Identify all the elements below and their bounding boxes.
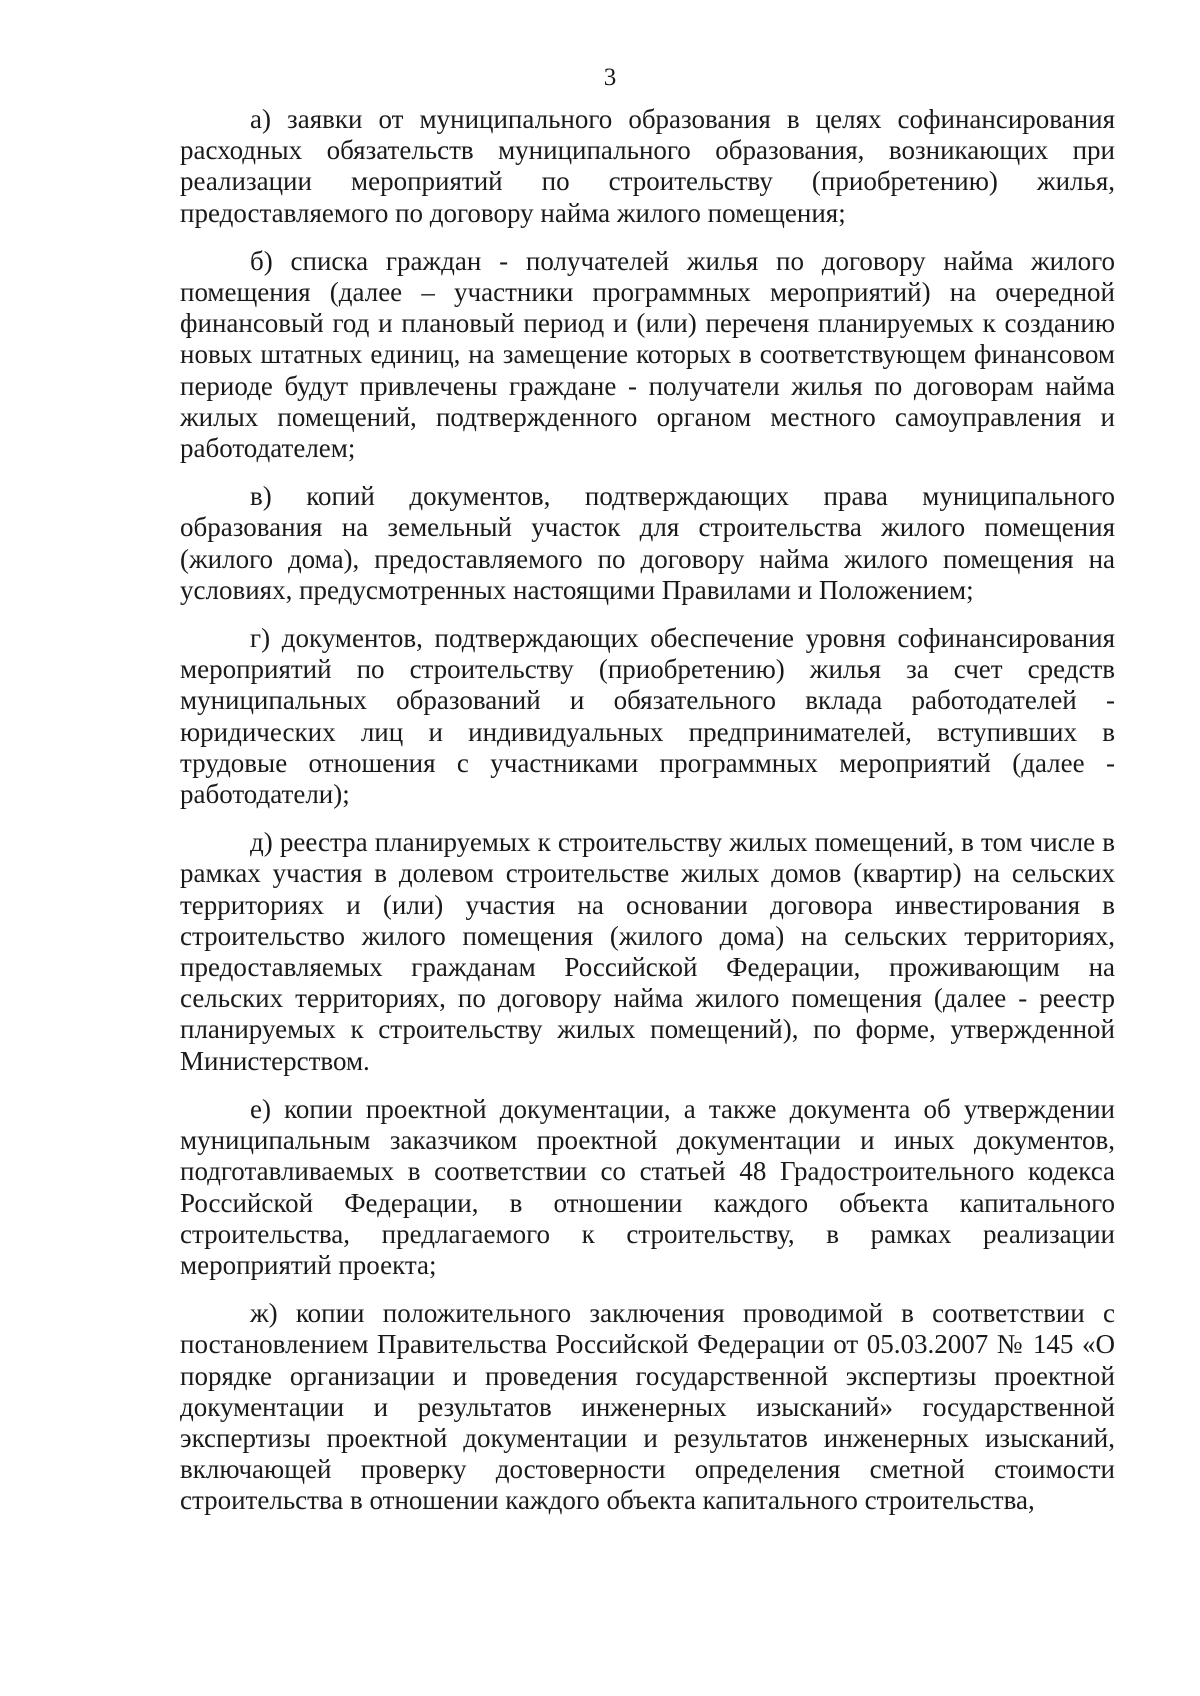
paragraph-g: г) документов, подтверждающих обеспечение уровня софинансирования мероприятий по строительству (приобретению) жилья за счет средств муниципальных образований и обязательного вклада работодателей - юридических лиц и индивидуальных предпринимателей, вступивших в трудовые отношения с участниками программных мероприятий (далее - работодатели); bbox=[180, 623, 1115, 810]
paragraph-b: б) списка граждан - получателей жилья по договору найма жилого помещения (далее – участники программных мероприятий) на очередной финансовый год и плановый период и (или) переченя планируемых к созданию новых штатных единиц, на замещение которых в соответствующем финансовом периоде будут привлечены граждане - получатели жилья по договорам найма жилых помещений, подтвержденного органом местного самоуправления и работодателем; bbox=[180, 245, 1115, 464]
paragraph-a: а) заявки от муниципального образования в целях софинансирования расходных обязательств муниципального образования, возникающих при реализации мероприятий по строительству (приобретению) жилья, предоставляемого по договору найма жилого помещения; bbox=[180, 104, 1115, 228]
paragraph-v: в) копий документов, подтверждающих права муниципального образования на земельный участок для строительства жилого помещения (жилого дома), предоставляемого по договору найма жилого помещения на условиях, предусмотренных настоящими Правилами и Положением; bbox=[180, 481, 1115, 605]
paragraph-zh: ж) копии положительного заключения проводимой в соответствии с постановлением Правительства Российской Федерации от 05.03.2007 № 145 «О порядке организации и проведения государственной экспертизы проектной документации и результатов инженерных изысканий» государственной экспертизы проектной документации и результатов инженерных изысканий, включающей проверку достоверности определения сметной стоимости строительства в отношении каждого объекта капитального строительства, bbox=[180, 1298, 1115, 1516]
paragraph-e: е) копии проектной документации, а также документа об утверждении муниципальным заказчиком проектной документации и иных документов, подготавливаемых в соответствии со статьей 48 Градостроительного кодекса Российской Федерации, в отношении каждого объекта капитального строительства, предлагаемого к строительству, в рамках реализации мероприятий проекта; bbox=[180, 1093, 1115, 1280]
paragraph-d: д) реестра планируемых к строительству жилых помещений, в том числе в рамках участия в долевом строительстве жилых домов (квартир) на сельских территориях и (или) участия на основании договора инвестирования в строительство жилого помещения (жилого дома) на сельских территориях, предоставляемых гражданам Российской Федерации, проживающим на сельских территориях, по договору найма жилого помещения (далее - реестр планируемых к строительству жилых помещений), по форме, утвержденной Министерством. bbox=[180, 827, 1115, 1076]
page-number: 3 bbox=[603, 64, 617, 91]
document-body bbox=[180, 104, 1115, 1534]
